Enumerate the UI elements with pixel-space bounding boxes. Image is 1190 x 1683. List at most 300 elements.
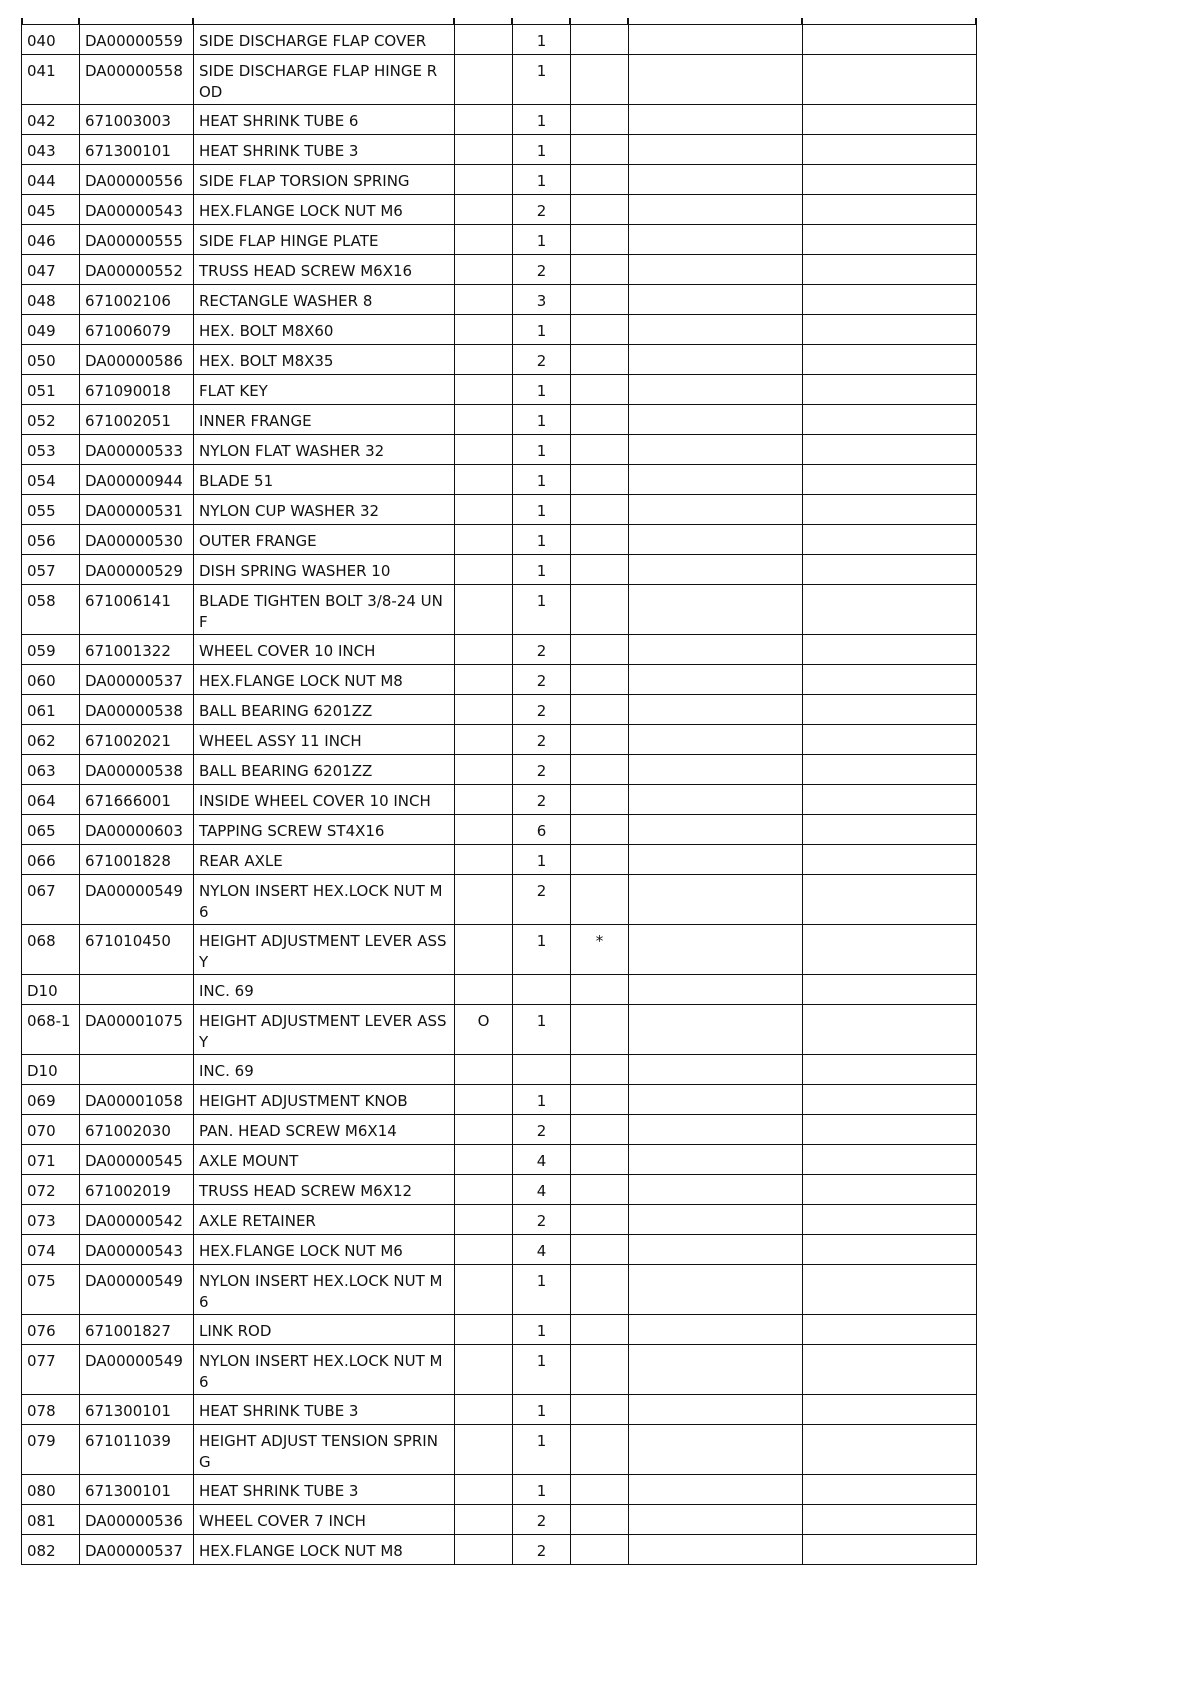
blank-cell [629,1265,803,1315]
blank-cell [629,1115,803,1145]
description-cell: HEIGHT ADJUST TENSION SPRIN G [194,1425,455,1475]
blank-cell [803,1315,977,1345]
part-code-cell: 671006079 [80,315,194,345]
remark-cell [571,755,629,785]
part-code-cell: DA00000531 [80,495,194,525]
table-row [22,695,977,725]
remark-cell [571,1475,629,1505]
part-code-cell: DA00000545 [80,1145,194,1175]
blank-cell [803,1205,977,1235]
item-number-cell: 078 [22,1395,80,1425]
part-code-cell: DA00000537 [80,665,194,695]
option-cell [455,195,513,225]
option-cell [455,1425,513,1475]
table-row [22,1115,977,1145]
option-cell [455,435,513,465]
blank-cell [803,165,977,195]
description-cell: WHEEL ASSY 11 INCH [194,725,455,755]
part-code-cell: DA00000533 [80,435,194,465]
quantity-cell: 1 [513,1395,571,1425]
blank-cell [629,845,803,875]
description-cell: TRUSS HEAD SCREW M6X12 [194,1175,455,1205]
blank-cell [629,135,803,165]
item-number-cell: 063 [22,755,80,785]
remark-cell [571,1535,629,1565]
option-cell [455,1395,513,1425]
blank-cell [629,925,803,975]
option-cell [455,135,513,165]
description-cell: NYLON INSERT HEX.LOCK NUT M 6 [194,1345,455,1395]
part-code-cell: 671001322 [80,635,194,665]
table-row [22,635,977,665]
blank-cell [629,315,803,345]
remark-cell [571,225,629,255]
quantity-cell: 1 [513,495,571,525]
quantity-cell: 1 [513,105,571,135]
blank-cell [803,1265,977,1315]
item-number-cell: 052 [22,405,80,435]
blank-cell [803,195,977,225]
quantity-cell: 1 [513,225,571,255]
description-cell: OUTER FRANGE [194,525,455,555]
blank-cell [629,1395,803,1425]
quantity-cell: 2 [513,1115,571,1145]
part-code-cell: DA00000530 [80,525,194,555]
item-number-cell: 070 [22,1115,80,1145]
blank-cell [803,1175,977,1205]
quantity-cell: 4 [513,1235,571,1265]
remark-cell [571,815,629,845]
quantity-cell: 2 [513,785,571,815]
quantity-cell: 1 [513,135,571,165]
description-cell: SIDE DISCHARGE FLAP HINGE R OD [194,55,455,105]
remark-cell [571,1315,629,1345]
description-cell: INSIDE WHEEL COVER 10 INCH [194,785,455,815]
item-number-cell: 045 [22,195,80,225]
table-row [22,345,977,375]
blank-cell [803,495,977,525]
table-row [22,725,977,755]
item-number-cell: 043 [22,135,80,165]
option-cell [455,585,513,635]
option-cell [455,1085,513,1115]
remark-cell [571,165,629,195]
parts-table-body [22,25,977,1565]
remark-cell [571,1175,629,1205]
blank-cell [629,1145,803,1175]
quantity-cell: 2 [513,725,571,755]
remark-cell [571,255,629,285]
remark-cell [571,135,629,165]
table-row [22,785,977,815]
blank-cell [803,1055,977,1085]
remark-cell [571,375,629,405]
table-row [22,1005,977,1055]
remark-cell [571,495,629,525]
quantity-cell: 1 [513,1475,571,1505]
quantity-cell: 1 [513,555,571,585]
blank-cell [629,1425,803,1475]
description-cell: LINK ROD [194,1315,455,1345]
option-cell [455,225,513,255]
item-number-cell: 051 [22,375,80,405]
remark-cell [571,1425,629,1475]
quantity-cell: 1 [513,1345,571,1395]
blank-cell [629,495,803,525]
blank-cell [629,165,803,195]
item-number-cell: 080 [22,1475,80,1505]
part-code-cell: 671002030 [80,1115,194,1145]
table-row [22,1055,977,1085]
option-cell [455,845,513,875]
blank-cell [803,785,977,815]
option-cell [455,1345,513,1395]
blank-cell [803,255,977,285]
description-cell: SIDE FLAP HINGE PLATE [194,225,455,255]
parts-table [21,24,977,1565]
remark-cell [571,845,629,875]
item-number-cell: D10 [22,1055,80,1085]
remark-cell [571,665,629,695]
part-code-cell: 671300101 [80,135,194,165]
blank-cell [803,435,977,465]
remark-cell [571,1145,629,1175]
description-cell: PAN. HEAD SCREW M6X14 [194,1115,455,1145]
remark-cell [571,1055,629,1085]
description-cell: HEAT SHRINK TUBE 6 [194,105,455,135]
option-cell [455,525,513,555]
quantity-cell: 2 [513,635,571,665]
part-code-cell: DA00000529 [80,555,194,585]
blank-cell [629,875,803,925]
quantity-cell: 2 [513,1205,571,1235]
part-code-cell: DA00000603 [80,815,194,845]
option-cell [455,1115,513,1145]
remark-cell [571,695,629,725]
quantity-cell: 2 [513,345,571,375]
option-cell [455,495,513,525]
option-cell [455,375,513,405]
quantity-cell: 3 [513,285,571,315]
part-code-cell: 671001828 [80,845,194,875]
remark-cell [571,1115,629,1145]
item-number-cell: 068 [22,925,80,975]
item-number-cell: 040 [22,25,80,55]
blank-cell [803,1145,977,1175]
table-row [22,1315,977,1345]
remark-cell [571,785,629,815]
part-code-cell: 671001827 [80,1315,194,1345]
description-cell: TAPPING SCREW ST4X16 [194,815,455,845]
table-row [22,1205,977,1235]
item-number-cell: 048 [22,285,80,315]
blank-cell [629,345,803,375]
description-cell: HEIGHT ADJUSTMENT KNOB [194,1085,455,1115]
option-cell [455,1265,513,1315]
remark-cell: * [571,925,629,975]
item-number-cell: 055 [22,495,80,525]
quantity-cell: 1 [513,55,571,105]
blank-cell [803,725,977,755]
quantity-cell: 2 [513,1535,571,1565]
item-number-cell: 046 [22,225,80,255]
table-row [22,555,977,585]
description-cell: REAR AXLE [194,845,455,875]
item-number-cell: 044 [22,165,80,195]
blank-cell [803,875,977,925]
remark-cell [571,195,629,225]
blank-cell [629,465,803,495]
description-cell: HEX.FLANGE LOCK NUT M6 [194,195,455,225]
remark-cell [571,635,629,665]
table-row [22,665,977,695]
quantity-cell: 1 [513,165,571,195]
remark-cell [571,55,629,105]
item-number-cell: 059 [22,635,80,665]
item-number-cell: 050 [22,345,80,375]
blank-cell [629,975,803,1005]
option-cell [455,725,513,755]
table-row [22,405,977,435]
option-cell [455,695,513,725]
table-row [22,225,977,255]
part-code-cell: 671002021 [80,725,194,755]
blank-cell [803,465,977,495]
part-code-cell: 671300101 [80,1475,194,1505]
part-code-cell: DA00000558 [80,55,194,105]
item-number-cell: 073 [22,1205,80,1235]
remark-cell [571,105,629,135]
quantity-cell: 1 [513,375,571,405]
remark-cell [571,585,629,635]
description-cell: HEAT SHRINK TUBE 3 [194,1475,455,1505]
blank-cell [803,1005,977,1055]
quantity-cell: 4 [513,1145,571,1175]
blank-cell [803,1345,977,1395]
remark-cell [571,315,629,345]
blank-cell [629,195,803,225]
item-number-cell: 069 [22,1085,80,1115]
remark-cell [571,1395,629,1425]
table-row [22,1235,977,1265]
part-code-cell: 671010450 [80,925,194,975]
table-row [22,585,977,635]
blank-cell [629,815,803,845]
blank-cell [629,1505,803,1535]
item-number-cell: 075 [22,1265,80,1315]
remark-cell [571,465,629,495]
quantity-cell: 1 [513,1425,571,1475]
part-code-cell: DA00000586 [80,345,194,375]
table-row [22,975,977,1005]
item-number-cell: 056 [22,525,80,555]
item-number-cell: 054 [22,465,80,495]
remark-cell [571,725,629,755]
description-cell: NYLON FLAT WASHER 32 [194,435,455,465]
quantity-cell: 1 [513,585,571,635]
blank-cell [803,695,977,725]
part-code-cell: 671090018 [80,375,194,405]
item-number-cell: 049 [22,315,80,345]
option-cell [455,285,513,315]
blank-cell [629,105,803,135]
option-cell [455,1205,513,1235]
remark-cell [571,1085,629,1115]
description-cell: NYLON INSERT HEX.LOCK NUT M 6 [194,1265,455,1315]
description-cell: INC. 69 [194,1055,455,1085]
quantity-cell: 1 [513,435,571,465]
description-cell: HEX. BOLT M8X60 [194,315,455,345]
description-cell: NYLON CUP WASHER 32 [194,495,455,525]
remark-cell [571,875,629,925]
part-code-cell: DA00000542 [80,1205,194,1235]
description-cell: HEX.FLANGE LOCK NUT M8 [194,1535,455,1565]
item-number-cell: 072 [22,1175,80,1205]
item-number-cell: 065 [22,815,80,845]
description-cell: AXLE MOUNT [194,1145,455,1175]
quantity-cell: 1 [513,315,571,345]
table-row [22,465,977,495]
item-number-cell: 062 [22,725,80,755]
item-number-cell: 082 [22,1535,80,1565]
blank-cell [629,665,803,695]
blank-cell [803,405,977,435]
part-code-cell: 671006141 [80,585,194,635]
description-cell: SIDE DISCHARGE FLAP COVER [194,25,455,55]
blank-cell [803,525,977,555]
part-code-cell: 671300101 [80,1395,194,1425]
blank-cell [803,315,977,345]
description-cell: HEX.FLANGE LOCK NUT M8 [194,665,455,695]
description-cell: HEAT SHRINK TUBE 3 [194,1395,455,1425]
quantity-cell: 1 [513,1315,571,1345]
option-cell [455,555,513,585]
blank-cell [629,375,803,405]
table-row [22,1425,977,1475]
blank-cell [629,225,803,255]
part-code-cell: 671002051 [80,405,194,435]
quantity-cell: 1 [513,25,571,55]
table-row [22,875,977,925]
remark-cell [571,435,629,465]
blank-cell [803,555,977,585]
blank-cell [629,405,803,435]
option-cell [455,25,513,55]
option-cell [455,1055,513,1085]
blank-cell [803,105,977,135]
table-row [22,375,977,405]
remark-cell [571,1235,629,1265]
option-cell [455,105,513,135]
blank-cell [803,25,977,55]
quantity-cell: 1 [513,525,571,555]
option-cell [455,1145,513,1175]
item-number-cell: 079 [22,1425,80,1475]
item-number-cell: 077 [22,1345,80,1395]
part-code-cell: DA00000552 [80,255,194,285]
part-code-cell: 671666001 [80,785,194,815]
option-cell [455,315,513,345]
blank-cell [629,725,803,755]
table-row [22,435,977,465]
remark-cell [571,1205,629,1235]
part-code-cell: DA00000555 [80,225,194,255]
blank-cell [803,1505,977,1535]
blank-cell [803,1085,977,1115]
quantity-cell: 2 [513,695,571,725]
option-cell [455,925,513,975]
table-row [22,55,977,105]
blank-cell [629,525,803,555]
table-row [22,1085,977,1115]
table-row [22,755,977,785]
blank-cell [629,1205,803,1235]
blank-cell [803,755,977,785]
remark-cell [571,1345,629,1395]
quantity-cell: 1 [513,1085,571,1115]
item-number-cell: 061 [22,695,80,725]
table-row [22,1145,977,1175]
remark-cell [571,1005,629,1055]
part-code-cell: 671003003 [80,105,194,135]
remark-cell [571,405,629,435]
blank-cell [803,225,977,255]
blank-cell [629,695,803,725]
description-cell: INNER FRANGE [194,405,455,435]
description-cell: HEX.FLANGE LOCK NUT M6 [194,1235,455,1265]
item-number-cell: 057 [22,555,80,585]
table-row [22,1505,977,1535]
description-cell: DISH SPRING WASHER 10 [194,555,455,585]
option-cell [455,1315,513,1345]
quantity-cell: 2 [513,195,571,225]
blank-cell [629,1345,803,1395]
table-row [22,1345,977,1395]
remark-cell [571,1265,629,1315]
blank-cell [803,635,977,665]
table-row [22,845,977,875]
blank-cell [803,1475,977,1505]
table-row [22,255,977,285]
option-cell [455,815,513,845]
quantity-cell: 1 [513,405,571,435]
option-cell [455,1475,513,1505]
part-code-cell: DA00001058 [80,1085,194,1115]
quantity-cell: 1 [513,465,571,495]
part-code-cell: DA00000538 [80,755,194,785]
item-number-cell: 060 [22,665,80,695]
part-code-cell [80,975,194,1005]
part-code-cell: DA00000549 [80,1345,194,1395]
option-cell [455,1535,513,1565]
blank-cell [803,1425,977,1475]
blank-cell [803,1395,977,1425]
remark-cell [571,555,629,585]
blank-cell [803,815,977,845]
quantity-cell: 1 [513,1265,571,1315]
table-row [22,25,977,55]
table-row [22,1395,977,1425]
blank-cell [803,135,977,165]
quantity-cell: 2 [513,1505,571,1535]
option-cell [455,345,513,375]
description-cell: BALL BEARING 6201ZZ [194,695,455,725]
blank-cell [629,1085,803,1115]
option-cell [455,755,513,785]
blank-cell [803,1235,977,1265]
blank-cell [629,1055,803,1085]
option-cell [455,1505,513,1535]
